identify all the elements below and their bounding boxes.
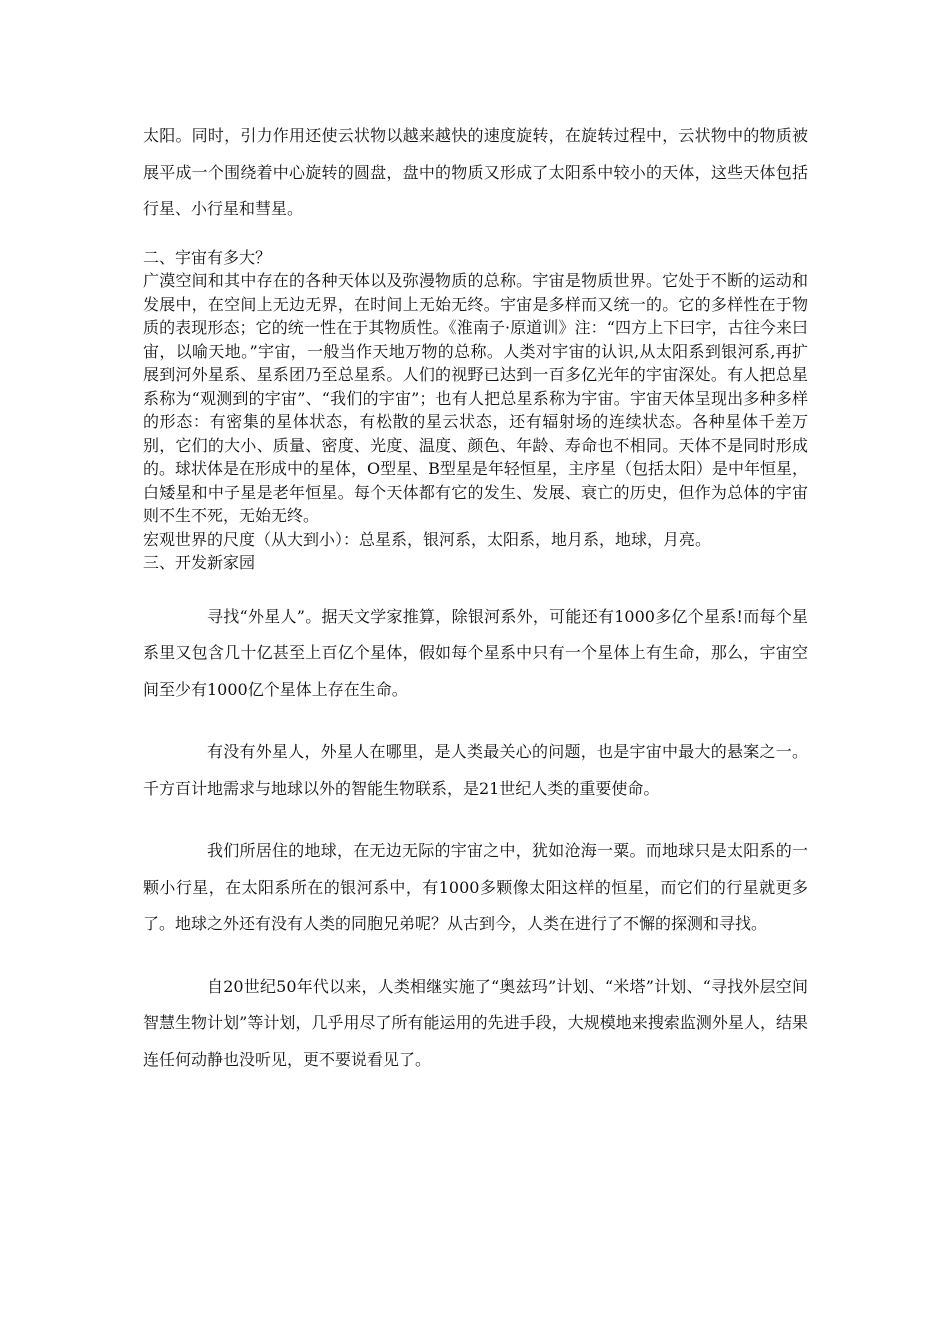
search-aliens-paragraph: 寻找“外星人”。据天文学家推算，除银河系外，可能还有1000多亿个星系!而每个星系里又包含几十亿甚至上百亿个星体，假如每个星系中只有一个星体上有生命，那么，宇宙空间至少有1000亿个星体上存在生命。 bbox=[143, 606, 808, 699]
document-page bbox=[143, 118, 808, 1078]
earth-in-universe-paragraph: 我们所居住的地球，在无边无际的宇宙之中，犹如沧海一粟。而地球只是太阳系的一颗小行星，在太阳系所在的银河系中，有1000多颗像太阳这样的恒星，而它们的行星就更多了。地球之外还有没有人类的同胞兄弟呢？从古到今，人类在进行了不懈的探测和寻找。 bbox=[143, 841, 808, 933]
macro-scale-paragraph: 宏观世界的尺度（从大到小）：总星系，银河系，太阳系，地月系，地球，月亮。 bbox=[143, 529, 712, 549]
search-programs-paragraph: 自20世纪50年代以来，人类相继实施了“奥兹玛”计划、“米塔”计划、“寻找外层空间智慧生物计划”等计划，几乎用尽了所有能运用的先进手段，大规模地来搜索监测外星人，结果连任何动静也没听见，更不要说看见了。 bbox=[143, 976, 808, 1069]
universe-definition-paragraph: 广漠空间和其中存在的各种天体以及弥漫物质的总称。宇宙是物质世界。它处于不断的运动和发展中，在空间上无边无界，在时间上无始无终。宇宙是多样而又统一的。它的多样性在于物质的表现形态；它的统一性在于其物质性。《淮南子·原道训》注：“四方上下曰宇，古往今来曰宙，以喻天地。”宇宙，一般当作天地万物的总称。人类对宇宙的认识,从太阳系到银河系,再扩展到河外星系、星系团乃至总星系。人们的视野已达到一百多亿光年的宇宙深处。有人把总星系称为“观测到的宇宙”、“我们的宇宙”；也有人把总星系称为宇宙。宇宙天体呈现出多种多样的形态：有密集的星体状态，有松散的星云状态，还有辐射场的连续状态。各种星体千差万别，它们的大小、质量、密度、光度、温度、颜色、年龄、寿命也不相同。天体不是同时形成的。球状体是在形成中的星体，O型星、B型星是年轻恒星，主序星（包括太阳）是中年恒星，白矮星和中子星是老年恒星。每个天体都有它的发生、发展、衰亡的历史，但作为总体的宇宙则不生不死，无始无终。 bbox=[143, 271, 808, 525]
alien-question-paragraph: 有没有外星人，外星人在哪里，是人类最关心的问题，也是宇宙中最大的悬案之一。千方百计地需求与地球以外的智能生物联系，是21世纪人类的重要使命。 bbox=[143, 742, 808, 798]
solar-system-formation-paragraph: 太阳。同时，引力作用还使云状物以越来越快的速度旋转，在旋转过程中，云状物中的物质被展平成一个围绕着中心旋转的圆盘，盘中的物质又形成了太阳系中较小的天体，这些天体包括行星、小行星和彗星。 bbox=[143, 126, 808, 218]
section-heading-universe-size: 二、宇宙有多大？ bbox=[143, 247, 272, 267]
section-heading-new-home: 三、开发新家园 bbox=[143, 553, 256, 572]
